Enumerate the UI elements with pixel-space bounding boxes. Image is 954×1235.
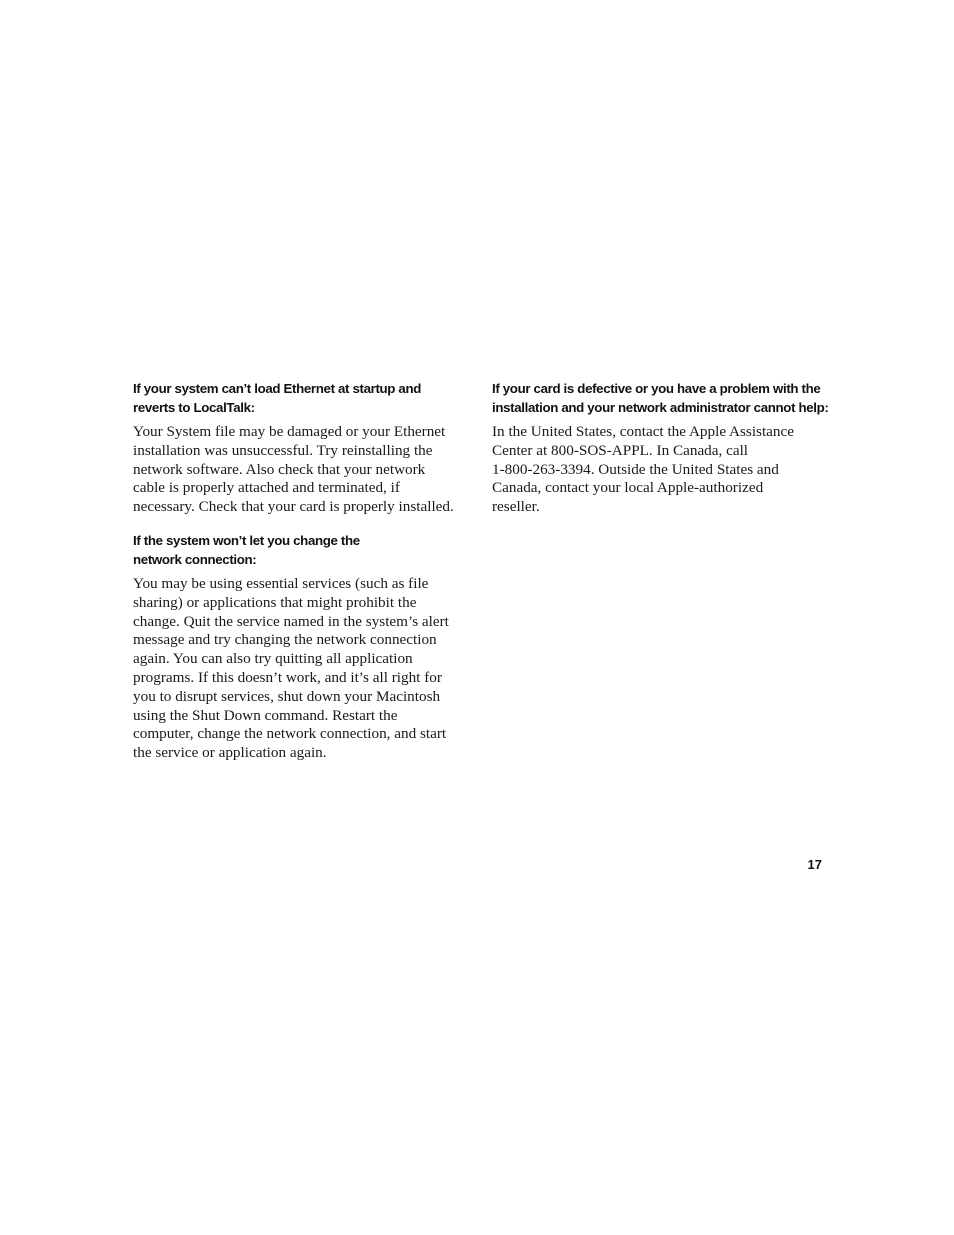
- section-heading-ethernet-startup: If your system can’t load Ethernet at startup and reverts to LocalTalk:: [133, 381, 422, 415]
- section-heading-network-connection: If the system won’t let you change the network connection:: [133, 532, 360, 567]
- section-body-network-connection: You may be using essential services (such as file sharing) or applications that might prohibit the change. Quit the service named in the system’s alert message and try changing the network connection again. You can also try quitting all application programs. If this doesn’t work, and it’s all right for you to disrupt services, shut down your Macintosh using the Shut Down command. Restart the computer, change the network connection, and start the service or application again.: [133, 574, 449, 762]
- section-body-ethernet-startup: Your System file may be damaged or your Ethernet installation was unsuccessful. Try reinstalling the network software. Also check that your network cable is properly attached and terminated, if necessary. Check that your card is properly installed.: [133, 423, 454, 516]
- page-number: 17: [807, 857, 822, 872]
- right-column: [492, 379, 830, 527]
- section-heading-defective-card: If your card is defective or you have a problem with the installation and your network administrator cannot help:: [492, 381, 829, 415]
- section-body-defective-card: In the United States, contact the Apple Assistance Center at 800-SOS-APPL. In Canada, call 1-800-263-3394. Outside the United States and Canada, contact your local Apple-authorized reseller.: [492, 423, 794, 516]
- left-column: [133, 379, 471, 773]
